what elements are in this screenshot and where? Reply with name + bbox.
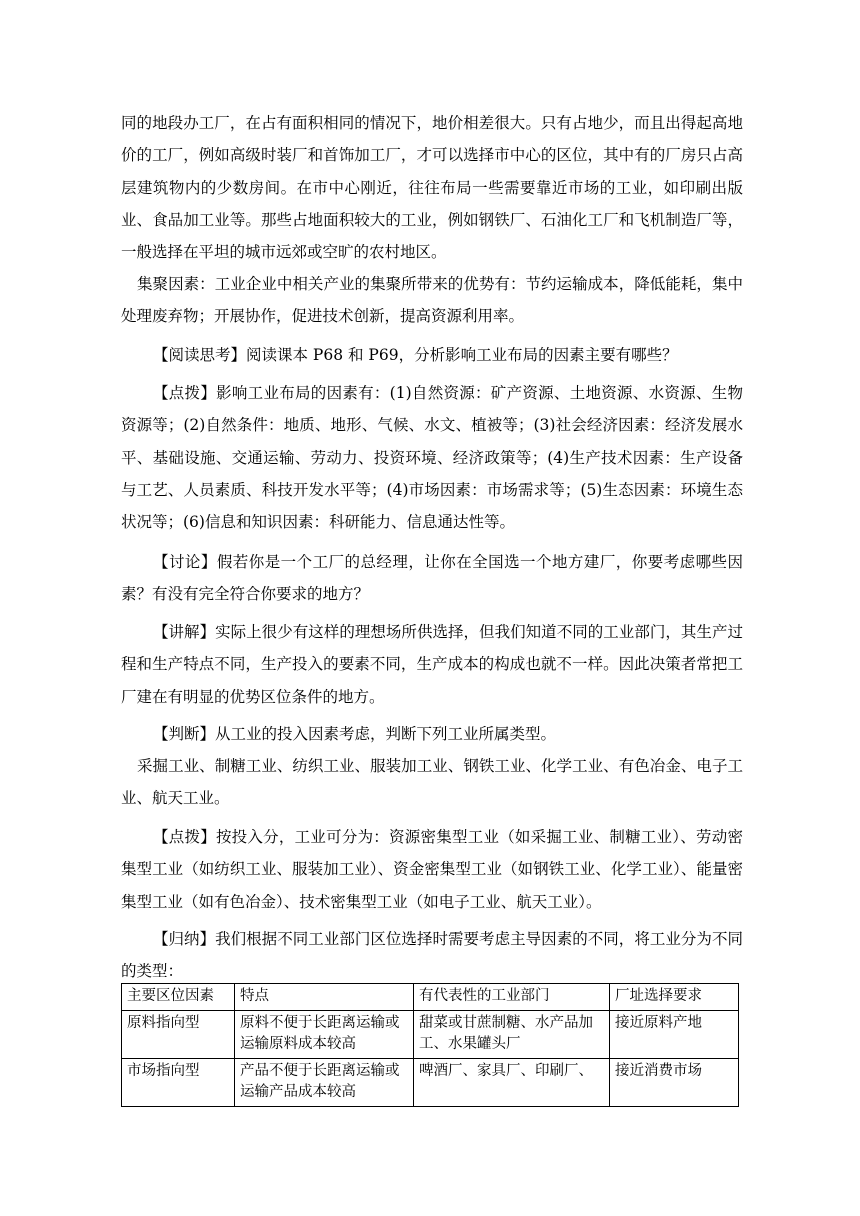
table-cell: 啤酒厂、家具厂、印刷厂、 <box>414 1059 610 1107</box>
table-header-row <box>122 984 739 1011</box>
table-cell: 产品不便于长距离运输或运输产品成本较高 <box>235 1059 414 1107</box>
table-cell: 甜菜或甘蔗制糖、水产品加工、水果罐头厂 <box>414 1011 610 1059</box>
table-header-cell: 有代表性的工业部门 <box>414 984 610 1011</box>
paragraph-industry-list: 采掘工业、制糖工业、纺织工业、服装加工业、钢铁工业、化学工业、有色冶金、电子工业、航天工业。 <box>121 757 743 808</box>
table-row <box>122 1011 739 1059</box>
paragraph-summary: 【归纳】我们根据不同工业部门区位选择时需要考虑主导因素的不同，将工业分为不同的类型： <box>121 930 743 981</box>
table-header-cell: 特点 <box>235 984 414 1011</box>
paragraph-judgement: 【判断】从工业的投入因素考虑，判断下列工业所属类型。 <box>153 725 557 743</box>
table-cell: 接近消费市场 <box>610 1059 739 1107</box>
table-header-cell: 主要区位因素 <box>122 984 235 1011</box>
paragraph-hint-factors: 【点拨】影响工业布局的因素有：(1)自然资源：矿产资源、土地资源、水资源、生物资源等；(2)自然条件：地质、地形、气候、水文、植被等；(3)社会经济因素：经济发展水平、基础设施、交通运输、劳动力、投资环境、经济政策等；(4)生产技术因素：生产设备与工艺、人员素质、科技开发水平等；(4)市场因素：市场需求等；(5)生态因素：环境生态状况等；(6)信息和知识因素：科研能力、信息通达性等。 <box>121 384 743 532</box>
paragraph-explanation: 【讲解】实际上很少有这样的理想场所供选择，但我们知道不同的工业部门，其生产过程和生产特点不同，生产投入的要素不同，生产成本的构成也就不一样。因此决策者常把工厂建在有明显的优势区位条件的地方。 <box>121 623 743 706</box>
paragraph-discussion: 【讨论】假若你是一个工厂的总经理，让你在全国选一个地方建厂，你要考虑哪些因素？有没有完全符合你要求的地方？ <box>121 553 743 604</box>
table-cell: 接近原料产地 <box>610 1011 739 1059</box>
table-row <box>122 1059 739 1107</box>
paragraph-hint-types: 【点拨】按投入分，工业可分为：资源密集型工业（如采掘工业、制糖工业）、劳动密集型工业（如纺织工业、服装加工业）、资金密集型工业（如钢铁工业、化学工业）、能量密集型工业（如有色冶金）、技术密集型工业（如电子工业、航天工业）。 <box>121 828 743 911</box>
table-cell: 原料指向型 <box>122 1011 235 1059</box>
industry-location-table <box>121 983 739 1107</box>
table-header-cell: 厂址选择要求 <box>610 984 739 1011</box>
table-cell: 原料不便于长距离运输或运输原料成本较高 <box>235 1011 414 1059</box>
table-cell: 市场指向型 <box>122 1059 235 1107</box>
paragraph-reading-question: 【阅读思考】阅读课本 P68 和 P69，分析影响工业布局的因素主要有哪些？ <box>153 346 678 364</box>
paragraph-agglomeration: 集聚因素：工业企业中相关产业的集聚所带来的优势有：节约运输成本，降低能耗，集中处理废弃物；开展协作，促进技术创新，提高资源利用率。 <box>121 275 743 326</box>
paragraph-land-price: 同的地段办工厂，在占有面积相同的情况下，地价相差很大。只有占地少，而且出得起高地价的工厂，例如高级时装厂和首饰加工厂，才可以选择市中心的区位，其中有的厂房只占高层建筑物内的少数房间。在市中心刚近，往往布局一些需要靠近市场的工业，如印刷出版业、食品加工业等。那些占地面积较大的工业，例如钢铁厂、石油化工厂和飞机制造厂等，一般选择在平坦的城市远郊或空旷的农村地区。 <box>121 114 743 262</box>
